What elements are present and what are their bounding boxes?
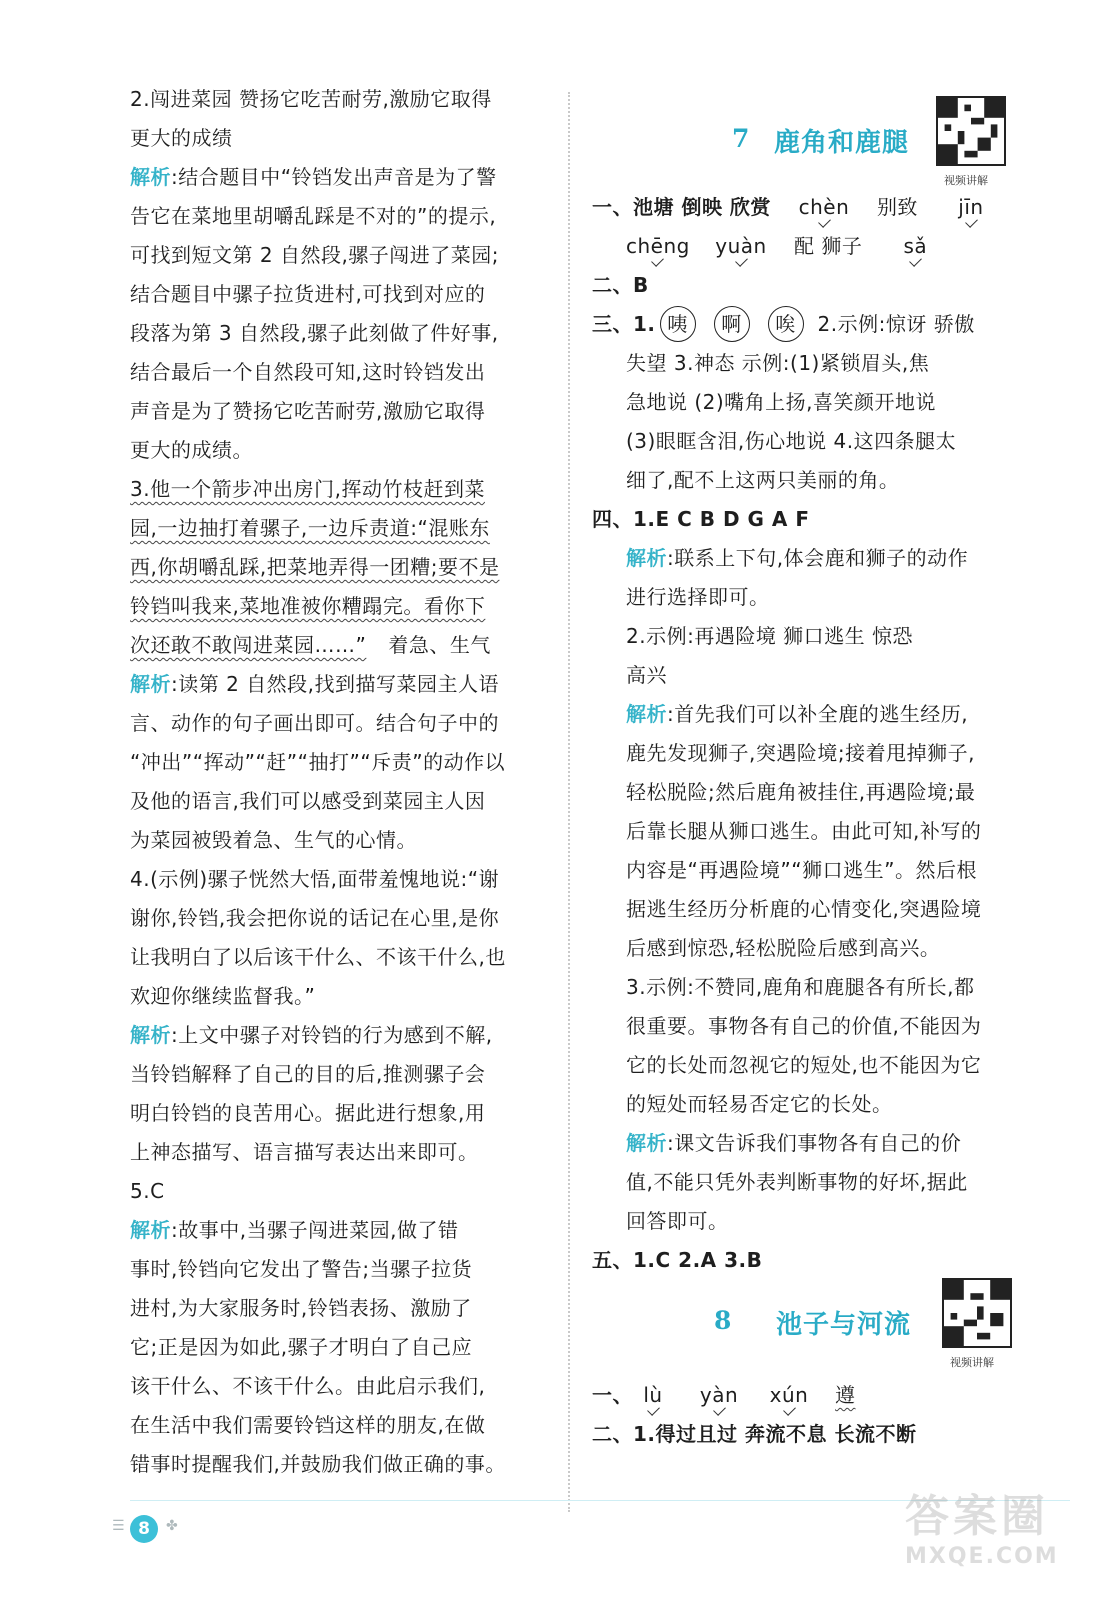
q5-answer: 5.C <box>130 1179 165 1203</box>
r2-answer: 二、B <box>592 273 649 297</box>
r3-line1 <box>592 305 1052 344</box>
answer-text: 细了,配不上这两只美丽的角。 <box>626 468 900 492</box>
analysis-text: 内容是“再遇险境”“狮口逃生”。然后根 <box>626 858 977 882</box>
lesson-title: 鹿角和鹿腿 <box>774 128 910 158</box>
pinyin-blank: sǎ <box>884 227 946 266</box>
analysis-text: 当铃铛解释了自己的目的后,推测骡子会 <box>130 1062 486 1086</box>
q2-answer-cont: 更大的成绩 <box>130 126 233 150</box>
underlined-char: 遵 <box>835 1383 856 1407</box>
r8-head: 一、 <box>592 1383 633 1407</box>
watermark-text: MXQE.COM <box>905 1544 1059 1569</box>
page-number: 8 <box>130 1515 158 1543</box>
analysis-text: 该干什么、不该干什么。由此启示我们, <box>130 1374 486 1398</box>
underlined-sentence: 园,一边抽打着骡子,一边斥责道:“混账东 <box>130 516 490 540</box>
circled-char: 咦 <box>660 306 696 342</box>
r4-1-answer: 四、1.E C B D G A F <box>592 507 810 531</box>
analysis-label: 解析 <box>626 546 667 570</box>
analysis-text: 后感到惊恐,轻松脱险后感到高兴。 <box>626 936 941 960</box>
analysis-text: 结合最后一个自然段可知,这时铃铛发出 <box>130 360 486 384</box>
analysis-text: 及他的语言,我们可以感受到菜园主人因 <box>130 789 486 813</box>
watermark-logo <box>905 1480 1075 1590</box>
qr-code-icon[interactable] <box>936 96 1006 166</box>
feeling-answer: 着急、生气 <box>388 633 491 657</box>
footer-decoration: ☰ <box>112 1518 125 1534</box>
analysis-text: :结合题目中“铃铛发出声音是为了警 <box>171 165 497 189</box>
underlined-sentence: 3.他一个箭步冲出房门,挥动竹枝赶到菜 <box>130 477 485 501</box>
pinyin-blank: yàn <box>695 1376 743 1415</box>
qr-label: 视频讲解 <box>944 174 988 187</box>
analysis-text: 进行选择即可。 <box>626 585 770 609</box>
lesson-number: 7 <box>732 124 750 153</box>
r3-tail: 2.示例:惊讶 骄傲 <box>817 312 975 336</box>
analysis-label: 解析 <box>626 1131 667 1155</box>
analysis-text: 明白铃铛的良苦用心。据此进行想象,用 <box>130 1101 486 1125</box>
lesson-8-header <box>592 1280 1052 1369</box>
r8-1 <box>592 1376 1052 1415</box>
analysis-text: 鹿先发现狮子,突遇险境;接着甩掉狮子, <box>626 741 975 765</box>
r1-word: 别致 <box>876 195 918 219</box>
r1-line1 <box>592 188 1052 227</box>
q4-answer <box>130 860 548 1016</box>
analysis-text: 它;正是因为如此,骡子才明白了自己应 <box>130 1335 473 1359</box>
q3-answer <box>130 470 548 665</box>
circled-char: 啊 <box>714 306 750 342</box>
analysis-text: 回答即可。 <box>626 1209 729 1233</box>
answer-text: 很重要。事物各有自己的价值,不能因为 <box>626 1014 982 1038</box>
pinyin-blank: chēng <box>626 227 688 266</box>
q2-answer: 2.闯进菜园 赞扬它吃苦耐劳,激励它取得 <box>130 87 492 111</box>
answer-text: 它的长处而忽视它的短处,也不能因为它 <box>626 1053 982 1077</box>
analysis-text: “冲出”“挥动”“赶”“抽打”“斥责”的动作以 <box>130 750 506 774</box>
analysis-label: 解析 <box>130 1218 171 1242</box>
pinyin-blank: lù <box>633 1376 673 1415</box>
watermark-text: 答案圈 <box>905 1491 1049 1542</box>
answer-text: 2.示例:再遇险境 狮口逃生 惊恐 <box>626 624 914 648</box>
analysis-text: 在生活中我们需要铃铛这样的朋友,在做 <box>130 1413 486 1437</box>
analysis-text: 错事时提醒我们,并鼓励我们做正确的事。 <box>130 1452 506 1476</box>
qr-label: 视频讲解 <box>950 1356 994 1369</box>
analysis-label: 解析 <box>130 1023 171 1047</box>
analysis-text: :读第 2 自然段,找到描写菜园主人语 <box>171 672 500 696</box>
analysis-text: 言、动作的句子画出即可。结合句子中的 <box>130 711 499 735</box>
analysis-text: 轻松脱险;然后鹿角被挂住,再遇险境;最 <box>626 780 976 804</box>
analysis-label: 解析 <box>130 672 171 696</box>
r1-line2 <box>592 227 1052 266</box>
underlined-sentence: 次还敢不敢闯进菜园……” <box>130 633 367 657</box>
answer-text: 4.(示例)骡子恍然大悟,面带羞愧地说:“谢 <box>130 867 500 891</box>
r8-2: 二、1.得过且过 奔流不息 长流不断 <box>592 1422 917 1446</box>
analysis-text: 更大的成绩。 <box>130 438 253 462</box>
answer-text: 急地说 (2)嘴角上扬,喜笑颜开地说 <box>626 390 937 414</box>
underlined-sentence: 铃铛叫我来,菜地准被你糟蹋完。看你下 <box>130 594 486 618</box>
analysis-text: 告它在菜地里胡嚼乱踩是不对的”的提示, <box>130 204 497 228</box>
pinyin-blank: yuàn <box>710 227 772 266</box>
analysis-text: 进村,为大家服务时,铃铛表扬、激励了 <box>130 1296 472 1320</box>
q5-analysis <box>130 1211 548 1484</box>
analysis-text: :首先我们可以补全鹿的逃生经历, <box>667 702 969 726</box>
answer-text: 让我明白了以后该干什么、不该干什么,也 <box>130 945 506 969</box>
pinyin-blank: jīn <box>940 188 1002 227</box>
analysis-text: :上文中骡子对铃铛的行为感到不解, <box>171 1023 493 1047</box>
underlined-sentence: 西,你胡嚼乱踩,把菜地弄得一团糟;要不是 <box>130 555 500 579</box>
analysis-text: :故事中,当骡子闯进菜园,做了错 <box>171 1218 459 1242</box>
column-divider <box>568 92 570 1512</box>
analysis-text: 事时,铃铛向它发出了警告;当骡子拉货 <box>130 1257 473 1281</box>
lesson-number: 8 <box>714 1306 732 1335</box>
analysis-text: 值,不能只凭外表判断事物的好坏,据此 <box>626 1170 968 1194</box>
analysis-text: 据逃生经历分析鹿的心情变化,突遇险境 <box>626 897 982 921</box>
answer-text: 高兴 <box>626 663 667 687</box>
analysis-text: 段落为第 3 自然段,骡子此刻做了件好事, <box>130 321 499 345</box>
analysis-text: 后靠长腿从狮口逃生。由此可知,补写的 <box>626 819 982 843</box>
pinyin-blank: chèn <box>793 188 855 227</box>
qr-code-icon[interactable] <box>942 1278 1012 1348</box>
answer-text: 的短处而轻易否定它的长处。 <box>626 1092 893 1116</box>
q4-analysis <box>130 1016 548 1172</box>
analysis-text: :联系上下句,体会鹿和狮子的动作 <box>667 546 969 570</box>
analysis-text: :课文告诉我们事物各有自己的价 <box>667 1131 962 1155</box>
analysis-label: 解析 <box>626 702 667 726</box>
analysis-label: 解析 <box>130 165 171 189</box>
footer-decoration: ✤ <box>166 1518 178 1534</box>
circled-char: 唉 <box>768 306 804 342</box>
q2-analysis <box>130 158 548 470</box>
lesson-title: 池子与河流 <box>776 1310 912 1340</box>
pinyin-blank: xún <box>765 1376 813 1415</box>
r5-answer: 五、1.C 2.A 3.B <box>592 1248 763 1272</box>
r1-word: 配 狮子 <box>794 234 863 258</box>
left-column <box>130 80 548 1484</box>
analysis-text: 声音是为了赞扬它吃苦耐劳,激励它取得 <box>130 399 486 423</box>
answer-text: 欢迎你继续监督我。” <box>130 984 316 1008</box>
analysis-text: 为菜园被毁着急、生气的心情。 <box>130 828 417 852</box>
answer-text: (3)眼眶含泪,伤心地说 4.这四条腿太 <box>626 429 957 453</box>
q3-analysis <box>130 665 548 860</box>
analysis-text: 结合题目中骡子拉货进村,可找到对应的 <box>130 282 486 306</box>
answer-text: 谢你,铃铛,我会把你说的话记在心里,是你 <box>130 906 500 930</box>
analysis-text: 可找到短文第 2 自然段,骡子闯进了菜园; <box>130 243 500 267</box>
r1-text: 一、池塘 倒映 欣赏 <box>592 195 771 219</box>
answer-text: 3.示例:不赞同,鹿角和鹿腿各有所长,都 <box>626 975 975 999</box>
lesson-7-header <box>592 80 1052 187</box>
right-column <box>592 80 1052 1454</box>
analysis-text: 上神态描写、语言描写表达出来即可。 <box>130 1140 479 1164</box>
r3-head: 三、1. <box>592 312 656 336</box>
answer-text: 失望 3.神态 示例:(1)紧锁眉头,焦 <box>626 351 930 375</box>
